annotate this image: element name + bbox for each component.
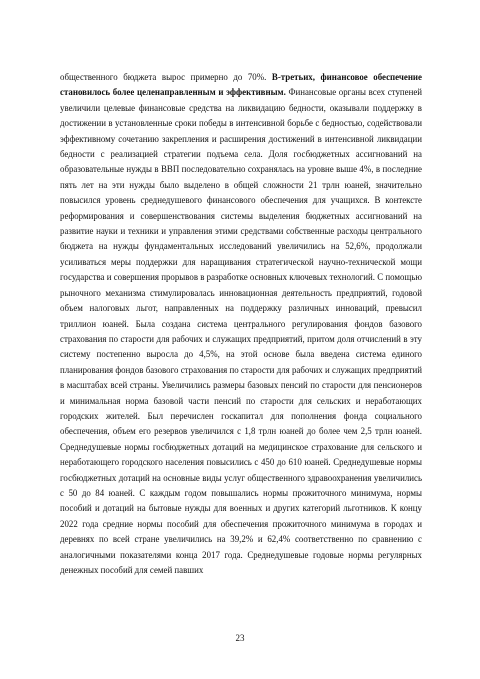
paragraph-text-start: общественного бюджета вырос примерно до 70%.	[60, 72, 272, 82]
paragraph-bold-text: В-третьих, финансовое обеспечение становилось более целенаправленным и эффективным.	[60, 72, 422, 98]
body-paragraph	[60, 70, 422, 578]
paragraph-text-end: Финансовые органы всех ступеней увеличили целевые финансовые средства на ликвидацию бедности, оказывали поддержку в достижении в установленные сроки победы в интенсивной борьбе с бедностью, содействовали эффективному сочетанию закрепления и расширения достижений в интенсивной ликвидации бедности с реализацией стратегии подъема села. Доля госбюджетных ассигнований на образовательные нужды в ВВП последовательно сохранялась на уровне выше 4%, в последние пять лет на эти нужды было выделено в общей сложности 21 трлн юаней, значительно повысился уровень среднедушевого финансового обеспечения для учащихся. В контексте реформирования и совершенствования системы выделения бюджетных ассигнований на развитие науки и техники и управления этими средствами собственные расходы центрального бюджета на нужды фундаментальных исследований увеличились на 52,6%, продолжали усиливаться меры поддержки для наращивания стратегической научно-технической мощи государства и совершения прорывов в разработке основных ключевых технологий. С помощью рыночного механизма стимулировалась инновационная деятельность предприятий, годовой объем налоговых льгот, направленных на поддержку различных инноваций, превысил триллион юаней. Была создана система центрального регулирования фондов базового страхования по старости для рабочих и служащих предприятий, притом доля отчислений в эту систему постепенно выросла до 4,5%, на этой основе была введена система единого планирования фондов базового страхования по старости для рабочих и служащих предприятий в масштабах всей страны. Увеличились размеры базовых пенсий по старости для пенсионеров и минимальная норма базовой части пенсий по старости для сельских и неработающих городских жителей. Был перечислен госкапитал для пополнения фонда социального обеспечения, объем его резервов увеличился с 1,8 трлн юаней до более чем 2,5 трлн юаней. Среднедушевые нормы госбюджетных дотаций на медицинское страхование для сельского и неработающего городского населения повысились с 450 до 610 юаней. Среднедушевые нормы госбюджетных дотаций на основные виды услуг общественного здравоохранения увеличились с 50 до 84 юаней. С каждым годом повышались нормы прожиточного минимума, нормы пособий и дотаций на бытовые нужды для военных и других категорий льготников. К концу 2022 года средние нормы пособий для обеспечения прожиточного минимума в городах и деревнях по всей стране увеличились на 39,2% и 62,4% соответственно по сравнению с аналогичными показателями конца 2017 года. Среднедушевые годовые нормы регулярных денежных пособий для семей павших	[60, 87, 423, 575]
page-number: 23	[235, 633, 245, 643]
